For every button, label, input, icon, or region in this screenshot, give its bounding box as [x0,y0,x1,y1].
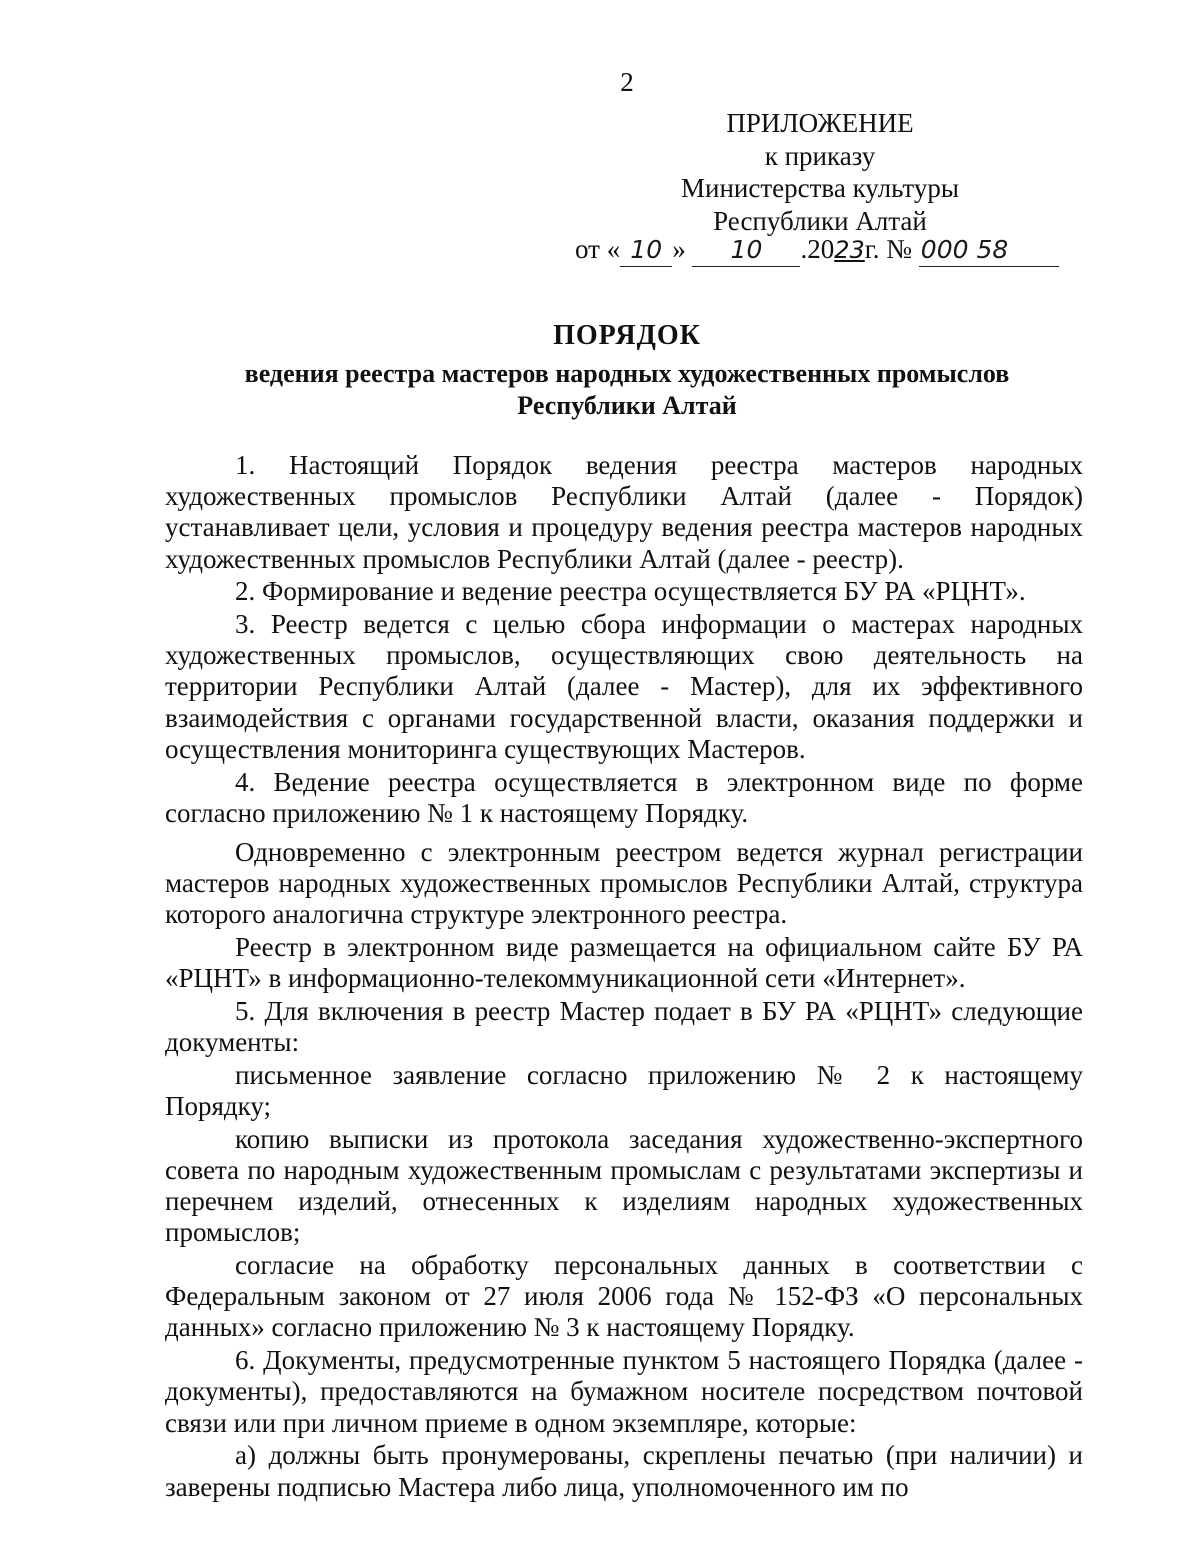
document-title [0,320,1200,422]
appendix-header [560,107,1080,237]
title-subtitle-line-2: Республики Алтай [517,391,737,420]
paragraph-5-item-application: письменное заявление согласно приложению № 2 к настоящему Порядку; [165,1059,1083,1122]
page-number: 2 [620,67,634,97]
paragraph-6-item-a: а) должны быть пронумерованы, скреплены печатью (при наличии) и заверены подписью Мастера либо лица, уполномоченного им по [165,1440,1083,1502]
order-number-label: г. № [864,234,913,264]
date-day: 10 [620,234,672,267]
paragraph-2: 2. Формирование и ведение реестра осуществляется БУ РА «РЦНТ». [235,576,1026,607]
appendix-line: Министерства культуры [681,173,959,203]
document-body [165,450,1083,1504]
order-number: 000 58 [919,234,1059,267]
date-month: 10 [692,234,800,267]
title-main: ПОРЯДОК [553,320,701,351]
paragraph-1: 1. Настоящий Порядок ведения реестра мастеров народных художественных промыслов Республики Алтай (далее - Порядок) устанавливает цели, условия и процедуру ведения реестра мастеров народных художественных промыслов Республики Алтай (далее - реестр). [165,450,1083,574]
appendix-line: Республики Алтай [713,205,927,236]
paragraph-5-item-protocol: копию выписки из протокола заседания художественно-экспертного совета по народным художественным промыслам с результатами экспертизы и перечнем изделий, отнесенных к изделиям народных художественных промыслов; [165,1123,1083,1248]
date-day-close: » [672,234,686,264]
date-year-prefix: .20 [800,234,835,264]
paragraph-5-item-consent: согласие на обработку персональных данных в соответствии с Федеральным законом от 27 июля 2006 года № 152-ФЗ «О персональных данных» согласно приложению № 3 к настоящему Порядку. [165,1250,1083,1343]
paragraph-6: 6. Документы, предусмотренные пунктом 5 настоящего Порядка (далее - документы), предоставляются на бумажном носителе посредством почтовой связи или при личном приеме в одном экземпляре, которые: [165,1345,1083,1438]
paragraph-4: 4. Ведение реестра осуществляется в электронном виде по форме согласно приложению № 1 к настоящему Порядку. [165,766,1083,828]
date-prefix: от « [575,234,621,264]
date-year-suffix: 23 [834,236,865,264]
paragraph-4-website: Реестр в электронном виде размещается на официальном сайте БУ РА «РЦНТ» в информационно-телекоммуникационной сети «Интернет». [165,932,1083,994]
paragraph-4-journal: Одновременно с электронным реестром ведется журнал регистрации мастеров народных художественных промыслов Республики Алтай, структура которого аналогична структуре электронного реестра. [165,836,1083,930]
paragraph-5: 5. Для включения в реестр Мастер подает в БУ РА «РЦНТ» следующие документы: [165,995,1083,1058]
appendix-line: к приказу [764,140,876,171]
title-subtitle-line-1: ведения реестра мастеров народных художественных промыслов [244,359,1010,388]
appendix-title: ПРИЛОЖЕНИЕ [726,108,914,138]
paragraph-3: 3. Реестр ведется с целью сбора информации о мастерах народных художественных промыслов, осуществляющих свою деятельность на территории Республики Алтай (далее - Мастер), для их эффективного взаимодействия с органами государственной власти, оказания поддержки и осуществления мониторинга существующих Мастеров. [165,609,1083,764]
order-date-line [575,233,1059,267]
